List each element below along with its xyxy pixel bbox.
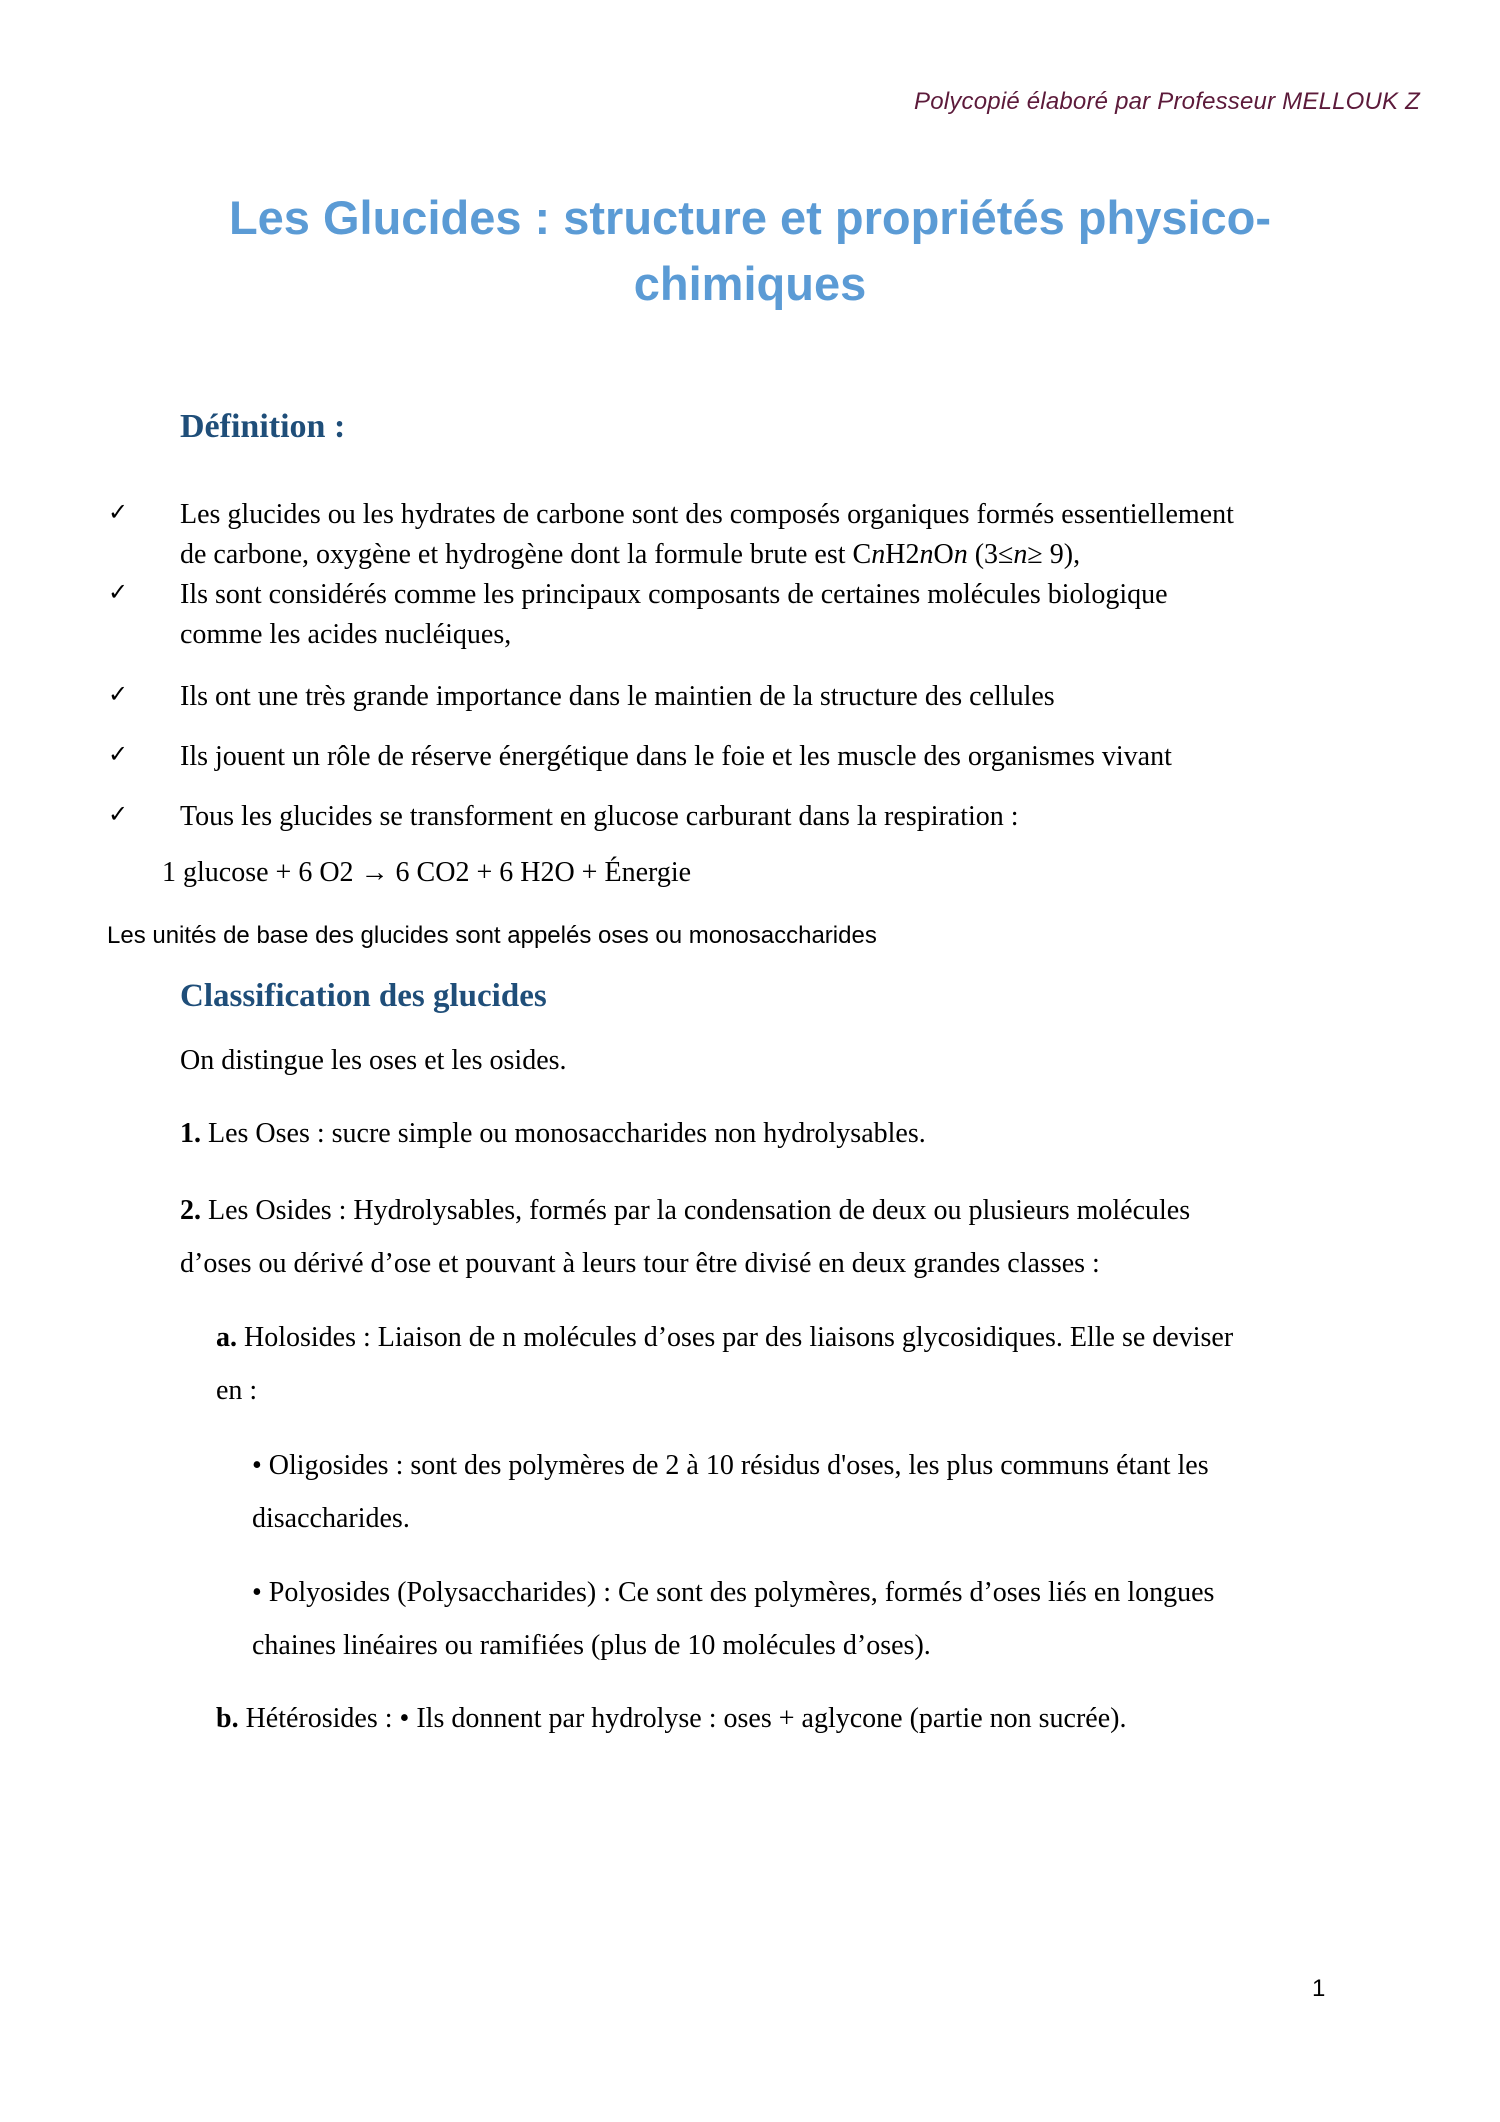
- holosides-item: a. Holosides : Liaison de n molécules d’oses par des liaisons glycosidiques. Elle se deviser en :: [216, 1322, 1234, 1406]
- classification-intro: On distingue les oses et les osides.: [180, 1045, 567, 1076]
- check-icon: ✓: [108, 740, 129, 768]
- polyosides-item: • Polyosides (Polysaccharides) : Ce sont des polymères, formés d’oses liés en longues chaines linéaires ou ramifiées (plus de 10 molécules d’oses).: [252, 1577, 1215, 1661]
- definition-bullet-1: Les glucides ou les hydrates de carbone sont des composés organiques formés essentiellement de carbone, oxygène et hydrogène dont la formule brute est CnH2nOn (3≤n≥ 9),: [180, 499, 1234, 570]
- classification-heading: Classification des glucides: [180, 978, 547, 1014]
- title-line-2: chimiques: [633, 257, 867, 310]
- oligosides-item: • Oligosides : sont des polymères de 2 à 10 résidus d'oses, les plus communs étant les disaccharides.: [252, 1450, 1209, 1534]
- osides-item: 2. Les Osides : Hydrolysables, formés par la condensation de deux ou plusieurs molécules d’oses ou dérivé d’ose et pouvant à leurs tour être divisé en deux grandes classes :: [180, 1195, 1191, 1279]
- check-icon: ✓: [108, 578, 129, 606]
- heterosides-item: b. Hétérosides : • Ils donnent par hydrolyse : oses + aglycone (partie non sucrée).: [216, 1703, 1127, 1734]
- header-note: Polycopié élaboré par Professeur MELLOUK Z: [914, 88, 1420, 115]
- page-title: [200, 185, 1300, 317]
- definition-heading: Définition :: [180, 408, 346, 445]
- title-line-1: Les Glucides : structure et propriétés physico-: [228, 191, 1272, 244]
- definition-bullet-5: Tous les glucides se transforment en glucose carburant dans la respiration :: [180, 801, 1019, 832]
- definition-bullet-3: Ils ont une très grande importance dans le maintien de la structure des cellules: [180, 681, 1055, 712]
- oses-item: 1. Les Oses : sucre simple ou monosaccharides non hydrolysables.: [180, 1118, 926, 1149]
- respiration-equation: 1 glucose + 6 O2 → 6 CO2 + 6 H2O + Énergie: [162, 857, 692, 888]
- base-units-note: Les unités de base des glucides sont appelés oses ou monosaccharides: [107, 922, 877, 949]
- page-number: 1: [1312, 1975, 1326, 2002]
- definition-bullet-4: Ils jouent un rôle de réserve énergétique dans le foie et les muscle des organismes vivant: [180, 741, 1172, 772]
- check-icon: ✓: [108, 800, 129, 828]
- check-icon: ✓: [108, 498, 129, 526]
- check-icon: ✓: [108, 680, 129, 708]
- definition-bullet-2: Ils sont considérés comme les principaux composants de certaines molécules biologique comme les acides nucléiques,: [180, 579, 1168, 650]
